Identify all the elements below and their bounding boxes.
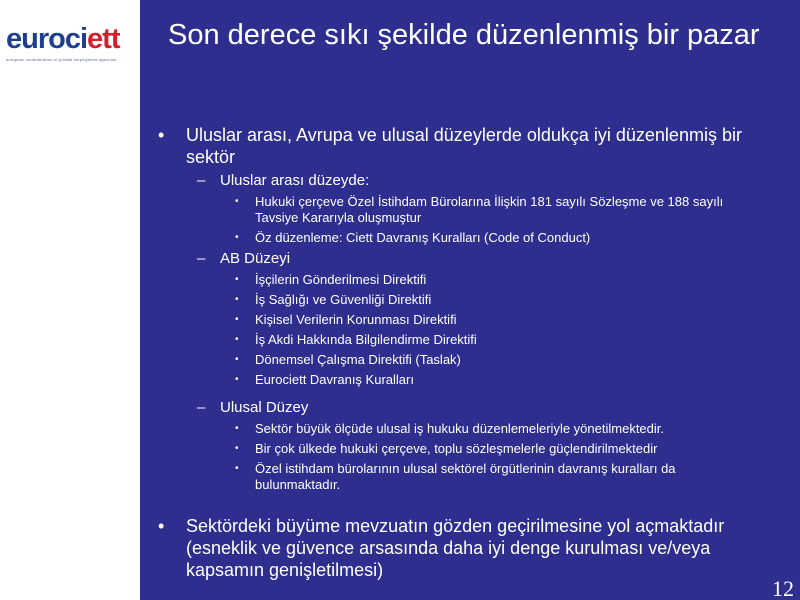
list-item-text: Hukuki çerçeve Özel İstihdam Bürolarına İlişkin 181 sayılı Sözleşme ve 188 sayılı Tavsiye Kararıyla oluşmuştur [255, 194, 724, 225]
dot-icon: • [235, 232, 239, 243]
list-item-text: İşçilerin Gönderilmesi Direktifi [255, 272, 427, 287]
list-item [140, 312, 755, 328]
subpoint-text: AB Düzeyi [220, 250, 291, 267]
dot-icon: • [235, 423, 239, 434]
dot-icon: • [235, 294, 239, 305]
dot-icon: • [235, 196, 239, 207]
list-item-text: İş Sağlığı ve Güvenliği Direktifi [255, 292, 432, 307]
slide-panel [140, 0, 800, 600]
dot-icon: • [235, 334, 239, 345]
list-item-text: Bir çok ülkede hukuki çerçeve, toplu sözleşmelerle güçlendirilmektedir [255, 441, 658, 456]
eurociett-logo [6, 22, 136, 68]
bullet-icon: • [158, 516, 165, 536]
subpoint-eu [140, 249, 740, 268]
dot-icon: • [235, 374, 239, 385]
list-item [140, 372, 755, 388]
logo-text-red: ett [87, 23, 120, 55]
list-item-text: Dönemsel Çalışma Direktifi (Taslak) [255, 352, 461, 367]
subpoint-text: Ulusal Düzey [220, 399, 309, 416]
list-item [140, 332, 755, 348]
bullet-point-2 [140, 515, 746, 581]
page-number: 12 [772, 576, 794, 600]
dot-icon: • [235, 314, 239, 325]
list-item [140, 272, 755, 288]
dot-icon: • [235, 274, 239, 285]
logo-text-blue: euroci [6, 23, 88, 55]
dash-icon: – [197, 172, 206, 189]
dash-icon: – [197, 399, 206, 416]
list-item [140, 441, 755, 457]
dot-icon: • [235, 463, 239, 474]
dot-icon: • [235, 443, 239, 454]
list-item [140, 230, 755, 246]
sidebar [0, 0, 140, 600]
bullet-text: Sektördeki büyüme mevzuatın gözden geçirilmesine yol açmaktadır (esneklik ve güvence arsasında daha iyi denge kurulması ve/veya kapsamın genişletilmesi) [186, 516, 725, 580]
dash-icon: – [197, 250, 206, 267]
subpoint-international [140, 171, 740, 190]
list-item [140, 461, 755, 493]
list-item [140, 292, 755, 308]
list-item-text: Özel istihdam bürolarının ulusal sektörel örgütlerinin davranış kuralları da bulunmaktadır. [255, 461, 676, 492]
subpoint-text: Uluslar arası düzeyde: [220, 172, 370, 189]
dot-icon: • [235, 354, 239, 365]
list-item-text: Sektör büyük ölçüde ulusal iş hukuku düzenlemeleriyle yönetilmektedir. [255, 421, 664, 436]
slide-content [140, 124, 800, 581]
logo-tagline: european confederation of private employment agencies [6, 57, 117, 62]
slide-title: Son derece sıkı şekilde düzenlenmiş bir pazar [168, 19, 760, 51]
list-item-text: Öz düzenleme: Ciett Davranış Kuralları (Code of Conduct) [255, 230, 591, 245]
bullet-text: Uluslar arası, Avrupa ve ulusal düzeylerde oldukça iyi düzenlenmiş bir sektör [186, 125, 742, 167]
list-item-text: İş Akdi Hakkında Bilgilendirme Direktifi [255, 332, 477, 347]
list-item [140, 194, 755, 226]
list-item [140, 352, 755, 368]
logo-wordmark [6, 22, 136, 56]
spacer [140, 493, 800, 515]
subpoint-national [140, 398, 740, 417]
spacer [140, 388, 800, 395]
list-item-text: Eurociett Davranış Kuralları [255, 372, 414, 387]
list-item [140, 421, 755, 437]
bullet-icon: • [158, 125, 165, 145]
bullet-point-1 [140, 124, 746, 168]
list-item-text: Kişisel Verilerin Korunması Direktifi [255, 312, 457, 327]
